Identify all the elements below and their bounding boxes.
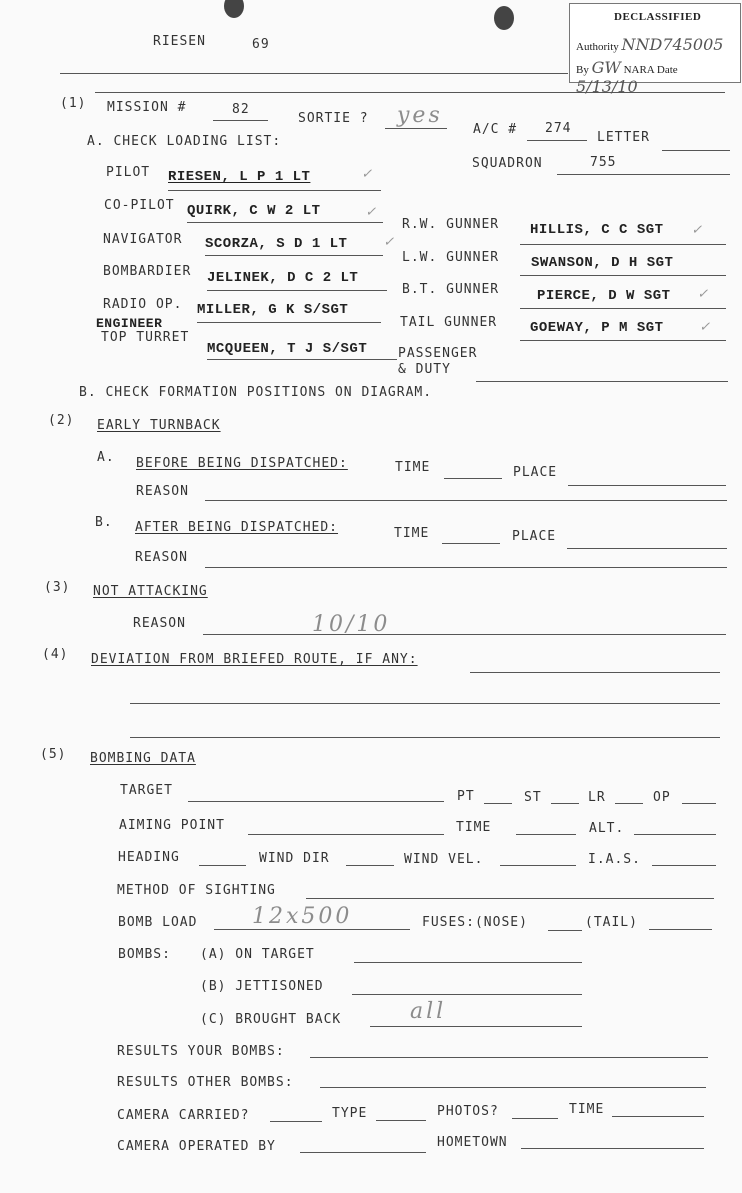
ias-label: I.A.S. bbox=[588, 852, 641, 867]
camera-carried-label: CAMERA CARRIED? bbox=[117, 1108, 250, 1123]
sortie-label: SORTIE ? bbox=[298, 111, 369, 126]
mission-value: 82 bbox=[232, 102, 250, 117]
aiming-time-line bbox=[516, 834, 576, 835]
before-reason-label: REASON bbox=[136, 484, 189, 499]
bombardier-line bbox=[207, 290, 387, 291]
wind-dir-line bbox=[346, 865, 394, 866]
before-place-label: PLACE bbox=[513, 465, 558, 480]
pilot-check-mark: ✓ bbox=[362, 164, 372, 182]
punch-hole-left bbox=[224, 0, 244, 18]
mission-line bbox=[213, 120, 268, 121]
pilot-surname-header: RIESEN bbox=[153, 34, 206, 49]
op-label: OP bbox=[653, 790, 671, 805]
rw-gunner-line bbox=[520, 244, 726, 245]
target-line bbox=[188, 801, 444, 802]
lr-line bbox=[615, 803, 643, 804]
lw-gunner-label: L.W. GUNNER bbox=[402, 250, 500, 265]
brought-back-label: (C) BROUGHT BACK bbox=[200, 1012, 342, 1027]
section-1-number: (1) bbox=[60, 96, 87, 111]
deviation-line-3 bbox=[130, 737, 720, 738]
ias-line bbox=[652, 865, 716, 866]
before-time-line bbox=[444, 478, 502, 479]
radio-op-value: MILLER, G K S/SGT bbox=[197, 302, 349, 318]
altitude-label: ALT. bbox=[589, 821, 625, 836]
pt-label: PT bbox=[457, 789, 475, 804]
bombs-label: BOMBS: bbox=[118, 947, 171, 962]
pt-line bbox=[484, 803, 512, 804]
fuses-tail-label: (TAIL) bbox=[585, 915, 638, 930]
on-target-label: (A) ON TARGET bbox=[200, 947, 315, 962]
brought-back-value: all bbox=[410, 999, 447, 1024]
check-formation: B. CHECK FORMATION POSITIONS ON DIAGRAM. bbox=[79, 385, 433, 400]
squadron-line bbox=[557, 174, 730, 175]
pilot-value: RIESEN, L P 1 LT bbox=[168, 169, 311, 185]
before-time-label: TIME bbox=[395, 460, 431, 475]
duty-label: & DUTY bbox=[398, 362, 451, 377]
section-3-number: (3) bbox=[44, 580, 71, 595]
lw-gunner-line bbox=[520, 275, 726, 276]
copilot-label: CO-PILOT bbox=[104, 198, 175, 213]
not-attacking-reason-line bbox=[203, 634, 726, 635]
stamp-date-value: 5/13/10 bbox=[576, 77, 638, 96]
hometown-line bbox=[521, 1148, 704, 1149]
fuses-tail-line bbox=[649, 929, 712, 930]
after-place-label: PLACE bbox=[512, 529, 557, 544]
bt-gunner-check-mark: ✓ bbox=[698, 284, 708, 302]
lr-label: LR bbox=[588, 790, 606, 805]
header-divider-line bbox=[60, 73, 568, 74]
after-place-line bbox=[567, 548, 727, 549]
stamp-title: DECLASSIFIED bbox=[614, 11, 702, 23]
bombardier-value: JELINEK, D C 2 LT bbox=[207, 270, 359, 286]
top-rule bbox=[95, 92, 725, 93]
bt-gunner-line bbox=[520, 308, 726, 309]
bombardier-label: BOMBARDIER bbox=[103, 264, 192, 279]
stamp-by-label: By bbox=[576, 64, 589, 76]
stamp-authority-label: Authority bbox=[576, 41, 619, 53]
camera-type-label: TYPE bbox=[332, 1106, 368, 1121]
radio-op-line bbox=[197, 322, 381, 323]
sortie-line bbox=[385, 128, 447, 129]
pilot-label: PILOT bbox=[106, 165, 151, 180]
bomb-load-label: BOMB LOAD bbox=[118, 915, 198, 930]
deviation-line-1 bbox=[470, 672, 720, 673]
camera-operated-by-line bbox=[300, 1152, 426, 1153]
aiming-point-label: AIMING POINT bbox=[119, 818, 225, 833]
camera-time-label: TIME bbox=[569, 1102, 605, 1117]
st-line bbox=[551, 803, 579, 804]
page-number: 69 bbox=[252, 37, 270, 52]
navigator-check-mark: ✓ bbox=[384, 232, 394, 250]
not-attacking-reason-value: 10/10 bbox=[312, 612, 391, 637]
fuses-nose-line bbox=[548, 930, 582, 931]
results-your-bombs-label: RESULTS YOUR BOMBS: bbox=[117, 1044, 285, 1059]
navigator-line bbox=[205, 255, 383, 256]
stamp-agency: NARA bbox=[623, 64, 655, 76]
brought-back-line bbox=[370, 1026, 582, 1027]
method-of-sighting-line bbox=[306, 898, 714, 899]
altitude-line bbox=[634, 834, 716, 835]
not-attacking-title: NOT ATTACKING bbox=[93, 584, 208, 599]
after-reason-line bbox=[205, 567, 727, 568]
bt-gunner-label: B.T. GUNNER bbox=[402, 282, 500, 297]
camera-carried-line bbox=[270, 1121, 322, 1122]
camera-time-line bbox=[612, 1116, 704, 1117]
wind-vel-line bbox=[500, 865, 576, 866]
hometown-label: HOMETOWN bbox=[437, 1135, 508, 1150]
engineer-label: ENGINEER bbox=[96, 316, 163, 331]
before-dispatched-label: BEFORE BEING DISPATCHED: bbox=[136, 456, 348, 471]
photos-line bbox=[512, 1118, 558, 1119]
results-your-bombs-line bbox=[310, 1057, 708, 1058]
before-place-line bbox=[568, 485, 726, 486]
heading-label: HEADING bbox=[118, 850, 180, 865]
punch-hole-right bbox=[494, 6, 514, 30]
wind-vel-label: WIND VEL. bbox=[404, 852, 484, 867]
squadron-value: 755 bbox=[590, 155, 617, 170]
rw-gunner-value: HILLIS, C C SGT bbox=[530, 222, 664, 238]
before-reason-line bbox=[205, 500, 727, 501]
section-5-number: (5) bbox=[40, 747, 67, 762]
st-label: ST bbox=[524, 790, 542, 805]
after-time-line bbox=[442, 543, 500, 544]
bombing-data-title: BOMBING DATA bbox=[90, 751, 196, 766]
jettisoned-line bbox=[352, 994, 582, 995]
bomb-load-line bbox=[214, 929, 410, 930]
mission-label: MISSION # bbox=[107, 100, 187, 115]
pilot-line bbox=[168, 190, 381, 191]
photos-label: PHOTOS? bbox=[437, 1104, 499, 1119]
target-label: TARGET bbox=[120, 783, 173, 798]
passenger-label: PASSENGER bbox=[398, 346, 478, 361]
results-other-bombs-line bbox=[320, 1087, 706, 1088]
section-4-number: (4) bbox=[42, 647, 69, 662]
stamp-authority-value: NND745005 bbox=[621, 35, 724, 54]
fuses-nose-label: FUSES:(NOSE) bbox=[422, 915, 528, 930]
copilot-value: QUIRK, C W 2 LT bbox=[187, 203, 321, 219]
not-attacking-reason-label: REASON bbox=[133, 616, 186, 631]
before-dispatched-letter: A. bbox=[97, 450, 115, 465]
after-time-label: TIME bbox=[394, 526, 430, 541]
wind-dir-label: WIND DIR bbox=[259, 851, 330, 866]
results-other-bombs-label: RESULTS OTHER BOMBS: bbox=[117, 1075, 294, 1090]
ac-number-line bbox=[527, 140, 587, 141]
bt-gunner-value: PIERCE, D W SGT bbox=[537, 288, 671, 304]
radio-op-label: RADIO OP. bbox=[103, 297, 183, 312]
op-line bbox=[682, 803, 716, 804]
copilot-line bbox=[187, 222, 383, 223]
camera-type-line bbox=[376, 1120, 426, 1121]
camera-operated-by-label: CAMERA OPERATED BY bbox=[117, 1139, 276, 1154]
on-target-line bbox=[354, 962, 582, 963]
heading-line bbox=[199, 865, 246, 866]
ac-number-label: A/C # bbox=[473, 122, 518, 137]
top-turret-value: MCQUEEN, T J S/SGT bbox=[207, 341, 368, 357]
top-turret-label: TOP TURRET bbox=[101, 330, 190, 345]
aiming-time-label: TIME bbox=[456, 820, 492, 835]
squadron-label: SQUADRON bbox=[472, 156, 543, 171]
navigator-value: SCORZA, S D 1 LT bbox=[205, 236, 348, 252]
rw-gunner-label: R.W. GUNNER bbox=[402, 217, 500, 232]
ac-number-value: 274 bbox=[545, 121, 572, 136]
early-turnback-title: EARLY TURNBACK bbox=[97, 418, 221, 433]
tail-gunner-label: TAIL GUNNER bbox=[400, 315, 498, 330]
bomb-load-value: 12x500 bbox=[252, 904, 353, 929]
after-reason-label: REASON bbox=[135, 550, 188, 565]
lw-gunner-value: SWANSON, D H SGT bbox=[531, 255, 674, 271]
deviation-title: DEVIATION FROM BRIEFED ROUTE, IF ANY: bbox=[91, 652, 418, 667]
check-loading-list: A. CHECK LOADING LIST: bbox=[87, 134, 282, 149]
tail-gunner-value: GOEWAY, P M SGT bbox=[530, 320, 664, 336]
top-turret-line bbox=[207, 359, 397, 360]
tail-gunner-line bbox=[520, 340, 726, 341]
letter-line bbox=[662, 150, 730, 151]
stamp-date-label: Date bbox=[656, 64, 678, 76]
sortie-value: yes bbox=[397, 103, 443, 128]
aiming-point-line bbox=[248, 834, 444, 835]
navigator-label: NAVIGATOR bbox=[103, 232, 183, 247]
after-dispatched-label: AFTER BEING DISPATCHED: bbox=[135, 520, 339, 535]
stamp-by-value: GW bbox=[591, 58, 621, 77]
letter-label: LETTER bbox=[597, 130, 650, 145]
copilot-check-mark: ✓ bbox=[366, 202, 376, 220]
after-dispatched-letter: B. bbox=[95, 515, 113, 530]
rw-gunner-check-mark: ✓ bbox=[692, 220, 702, 238]
declassified-stamp bbox=[569, 3, 741, 96]
deviation-line-2 bbox=[130, 703, 720, 704]
jettisoned-label: (B) JETTISONED bbox=[200, 979, 324, 994]
method-of-sighting-label: METHOD OF SIGHTING bbox=[117, 883, 276, 898]
passenger-duty-line bbox=[476, 381, 728, 382]
section-2-number: (2) bbox=[48, 413, 75, 428]
tail-gunner-check-mark: ✓ bbox=[700, 317, 710, 335]
